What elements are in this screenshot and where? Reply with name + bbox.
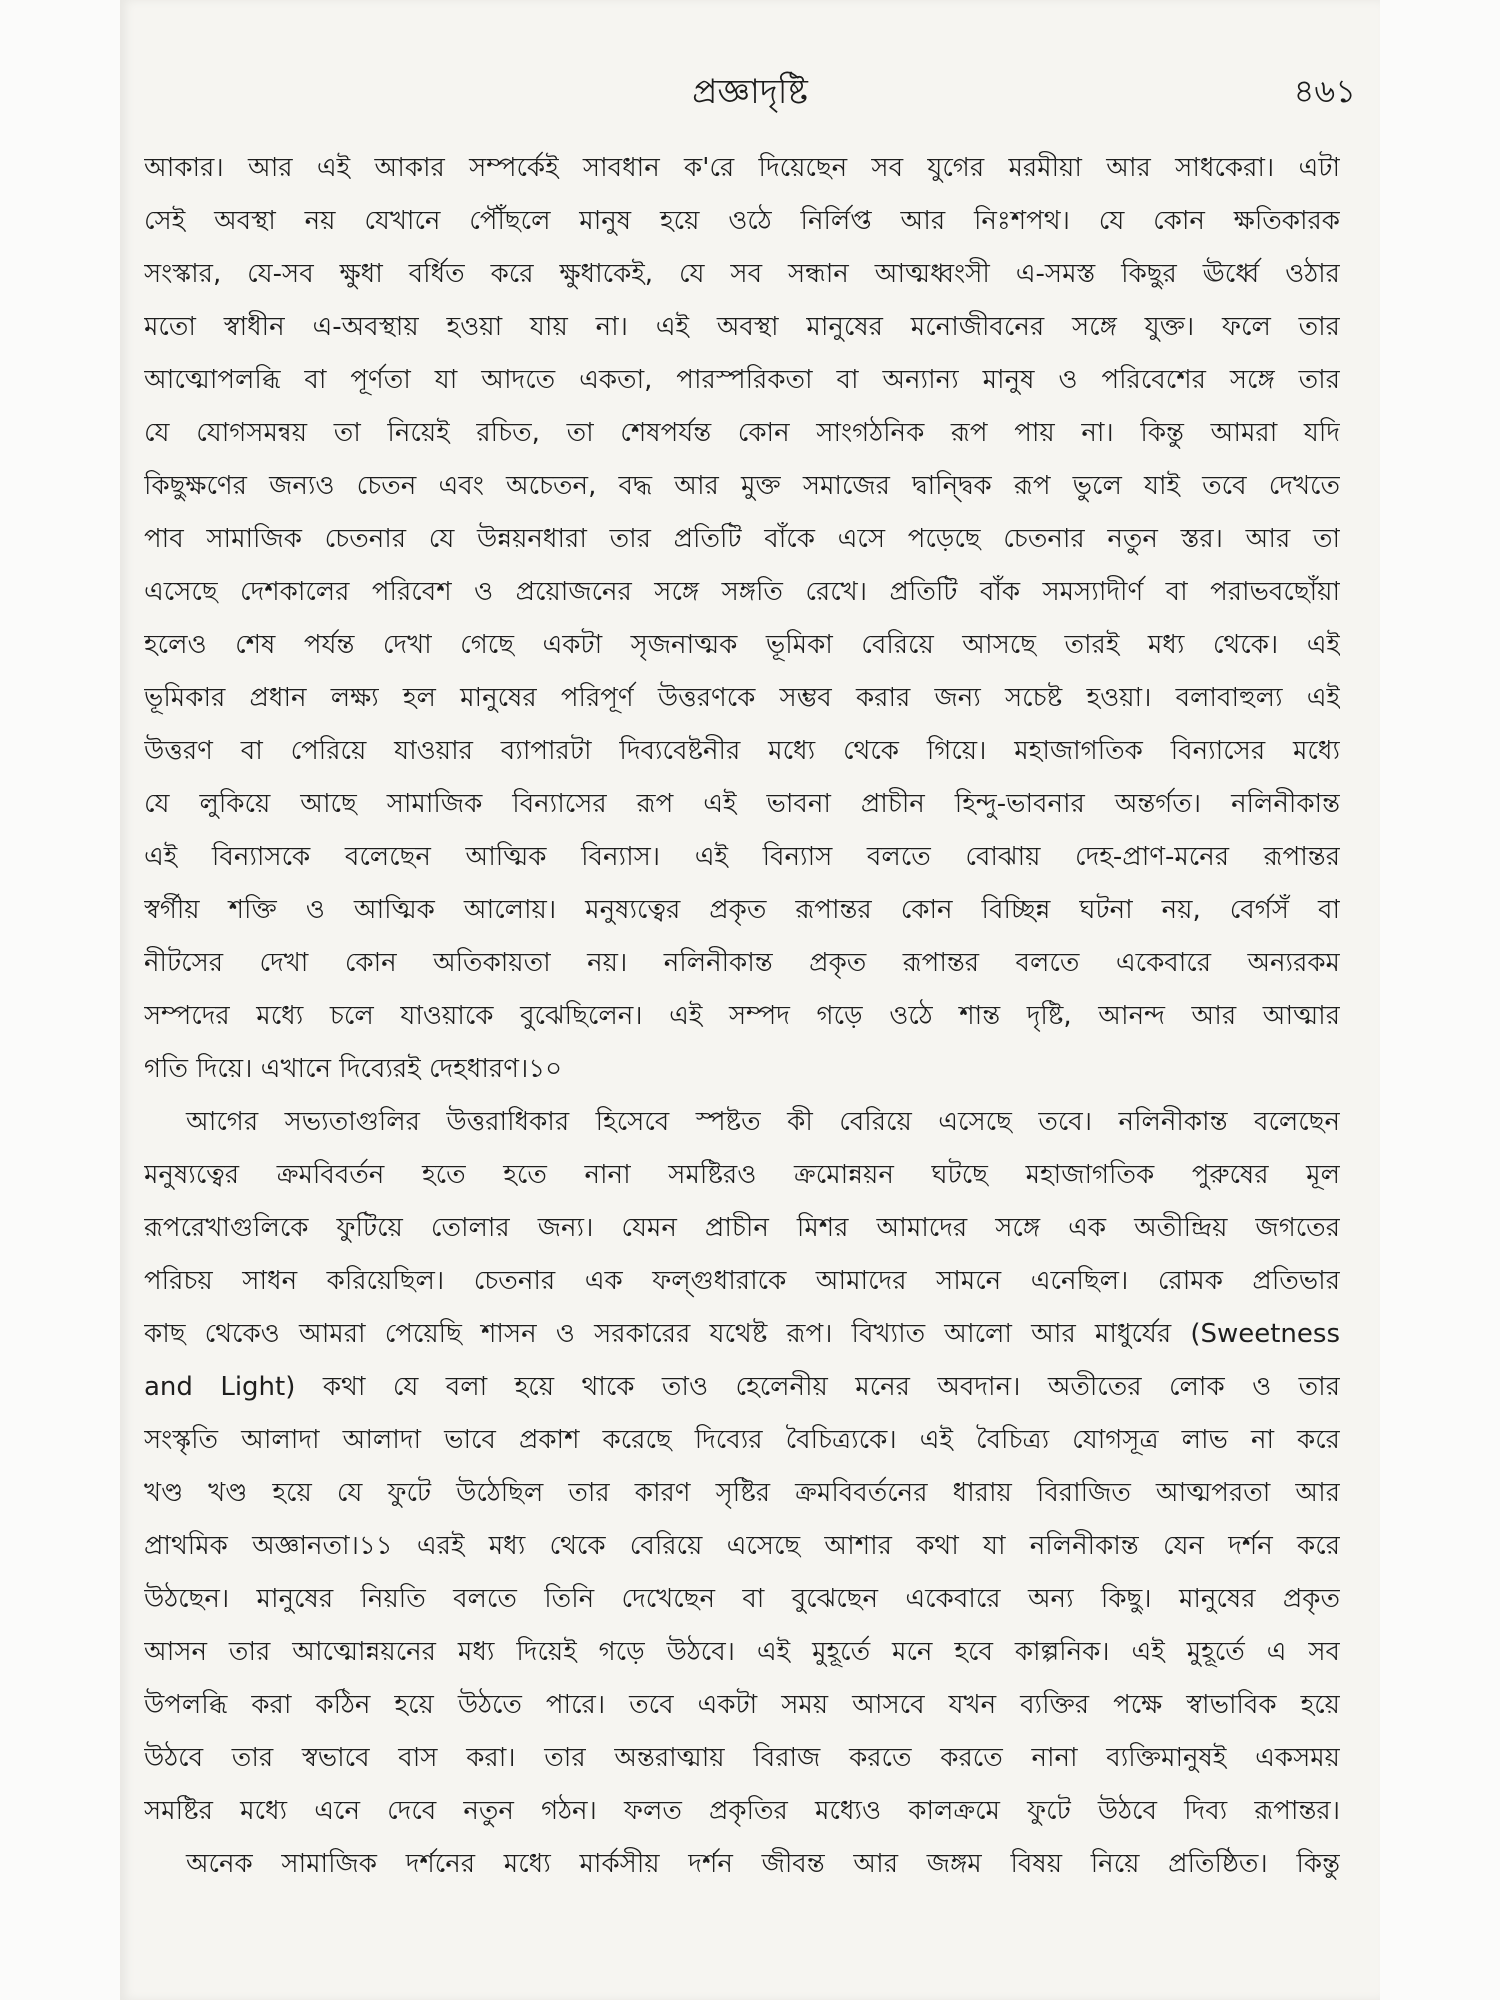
text-line: হলেও শেষ পর্যন্ত দেখা গেছে একটা সৃজনাত্মক ভূমিকা বেরিয়ে আসছে তারই মধ্য থেকে। এই — [144, 630, 1340, 660]
text-line: আগের সভ্যতাগুলির উত্তরাধিকার হিসেবে স্পষ্টত কী বেরিয়ে এসেছে তবে। নলিনীকান্ত বলেছেন — [186, 1107, 1340, 1137]
text-line: উঠবে তার স্বভাবে বাস করা। তার অন্তরাত্মায় বিরাজ করতে করতে নানা ব্যক্তিমানুষই একসময় — [144, 1743, 1340, 1773]
text-line: গতি দিয়ে। এখানে দিব্যেরই দেহধারণ।১০ — [144, 1054, 563, 1084]
text-line: উপলব্ধি করা কঠিন হয়ে উঠতে পারে। তবে একটা সময় আসবে যখন ব্যক্তির পক্ষে স্বাভাবিক হয়ে — [144, 1690, 1340, 1720]
text-line: এসেছে দেশকালের পরিবেশ ও প্রয়োজনের সঙ্গে সঙ্গতি রেখে। প্রতিটি বাঁক সমস্যাদীর্ণ বা পরাভবছোঁয়া — [144, 577, 1340, 607]
text-line: উঠছেন। মানুষের নিয়তি বলতে তিনি দেখেছেন বা বুঝেছেন একেবারে অন্য কিছু। মানুষের প্রকৃত — [144, 1584, 1340, 1614]
text-line: সম্পদের মধ্যে চলে যাওয়াকে বুঝেছিলেন। এই সম্পদ গড়ে ওঠে শান্ত দৃষ্টি, আনন্দ আর আত্মার — [144, 1001, 1340, 1031]
text-line: নীটসের দেখা কোন অতিকায়তা নয়। নলিনীকান্ত প্রকৃত রূপান্তর বলতে একেবারে অন্যরকম — [144, 948, 1340, 978]
text-line: অনেক সামাজিক দর্শনের মধ্যে মার্কসীয় দর্শন জীবন্ত আর জঙ্গম বিষয় নিয়ে প্রতিষ্ঠিত। কিন্তু — [186, 1849, 1340, 1879]
text-line: সেই অবস্থা নয় যেখানে পৌঁছলে মানুষ হয়ে ওঠে নির্লিপ্ত আর নিঃশপথ। যে কোন ক্ষতিকারক — [144, 206, 1340, 236]
text-line: পাব সামাজিক চেতনার যে উন্নয়নধারা তার প্রতিটি বাঁকে এসে পড়েছে চেতনার নতুন স্তর। আর তা — [144, 524, 1340, 554]
text-line: আকার। আর এই আকার সম্পর্কেই সাবধান ক'রে দিয়েছেন সব যুগের মরমীয়া আর সাধকেরা। এটা — [144, 153, 1340, 183]
text-line: মতো স্বাধীন এ-অবস্থায় হওয়া যায় না। এই অবস্থা মানুষের মনোজীবনের সঙ্গে যুক্ত। ফলে তার — [144, 312, 1340, 342]
text-line: কিছুক্ষণের জন্যও চেতন এবং অচেতন, বদ্ধ আর মুক্ত সমাজের দ্বান্দ্বিক রূপ ভুলে যাই তবে দেখতে — [144, 471, 1340, 501]
text-line: পরিচয় সাধন করিয়েছিল। চেতনার এক ফল্গুধারাকে আমাদের সামনে এনেছিল। রোমক প্রতিভার — [144, 1266, 1340, 1296]
text-line: এই বিন্যাসকে বলেছেন আত্মিক বিন্যাস। এই বিন্যাস বলতে বোঝায় দেহ-প্রাণ-মনের রূপান্তর — [144, 842, 1340, 872]
running-title: প্রজ্ঞাদৃষ্টি — [692, 72, 808, 112]
text-line: সংস্কার, যে-সব ক্ষুধা বর্ধিত করে ক্ষুধাকেই, যে সব সন্ধান আত্মধ্বংসী এ-সমস্ত কিছুর ঊর্ধ্বে ওঠার — [144, 259, 1340, 289]
text-line: যে যোগসমন্বয় তা নিয়েই রচিত, তা শেষপর্যন্ত কোন সাংগঠনিক রূপ পায় না। কিন্তু আমরা যদি — [144, 418, 1340, 448]
text-line: আসন তার আত্মোন্নয়নের মধ্য দিয়েই গড়ে উঠবে। এই মুহূর্তে মনে হবে কাল্পনিক। এই মুহূর্তে এ সব — [144, 1637, 1340, 1667]
text-line: ভূমিকার প্রধান লক্ষ্য হল মানুষের পরিপূর্ণ উত্তরণকে সম্ভব করার জন্য সচেষ্ট হওয়া। বলাবাহুল্য এই — [144, 683, 1340, 713]
text-line: and Light) কথা যে বলা হয়ে থাকে তাও হেলেনীয় মনের অবদান। অতীতের লোক ও তার — [144, 1372, 1340, 1402]
body-text — [144, 142, 1340, 1891]
text-line: সংস্কৃতি আলাদা আলাদা ভাবে প্রকাশ করেছে দিব্যের বৈচিত্র্যকে। এই বৈচিত্র্য যোগসূত্র লাভ না করে — [144, 1425, 1340, 1455]
text-line: স্বর্গীয় শক্তি ও আত্মিক আলোয়। মনুষ্যত্বের প্রকৃত রূপান্তর কোন বিচ্ছিন্ন ঘটনা নয়, বের্গসঁ বা — [144, 895, 1340, 925]
text-line: কাছ থেকেও আমরা পেয়েছি শাসন ও সরকারের যথেষ্ট রূপ। বিখ্যাত আলো আর মাধুর্যের (Sweetness — [144, 1319, 1340, 1349]
book-page — [120, 0, 1380, 2000]
page-header — [120, 58, 1380, 118]
text-line: যে লুকিয়ে আছে সামাজিক বিন্যাসের রূপ এই ভাবনা প্রাচীন হিন্দু-ভাবনার অন্তর্গত। নলিনীকান্ত — [144, 789, 1340, 819]
text-line: মনুষ্যত্বের ক্রমবিবর্তন হতে হতে নানা সমষ্টিরও ক্রমোন্নয়ন ঘটছে মহাজাগতিক পুরুষের মূল — [144, 1160, 1340, 1190]
text-line: রূপরেখাগুলিকে ফুটিয়ে তোলার জন্য। যেমন প্রাচীন মিশর আমাদের সঙ্গে এক অতীন্দ্রিয় জগতের — [144, 1213, 1340, 1243]
page-number: ৪৬১ — [1293, 72, 1356, 110]
text-line: সমষ্টির মধ্যে এনে দেবে নতুন গঠন। ফলত প্রকৃতির মধ্যেও কালক্রমে ফুটে উঠবে দিব্য রূপান্তর। — [144, 1796, 1340, 1826]
text-line: উত্তরণ বা পেরিয়ে যাওয়ার ব্যাপারটা দিব্যবেষ্টনীর মধ্যে থেকে গিয়ে। মহাজাগতিক বিন্যাসের মধ্যে — [144, 736, 1340, 766]
text-line: খণ্ড খণ্ড হয়ে যে ফুটে উঠেছিল তার কারণ সৃষ্টির ক্রমবিবর্তনের ধারায় বিরাজিত আত্মপরতা আর — [144, 1478, 1340, 1508]
text-line: আত্মোপলব্ধি বা পূর্ণতা যা আদতে একতা, পারস্পরিকতা বা অন্যান্য মানুষ ও পরিবেশের সঙ্গে তার — [144, 365, 1340, 395]
text-line: প্রাথমিক অজ্ঞানতা।১১ এরই মধ্য থেকে বেরিয়ে এসেছে আশার কথা যা নলিনীকান্ত যেন দর্শন করে — [144, 1531, 1340, 1561]
